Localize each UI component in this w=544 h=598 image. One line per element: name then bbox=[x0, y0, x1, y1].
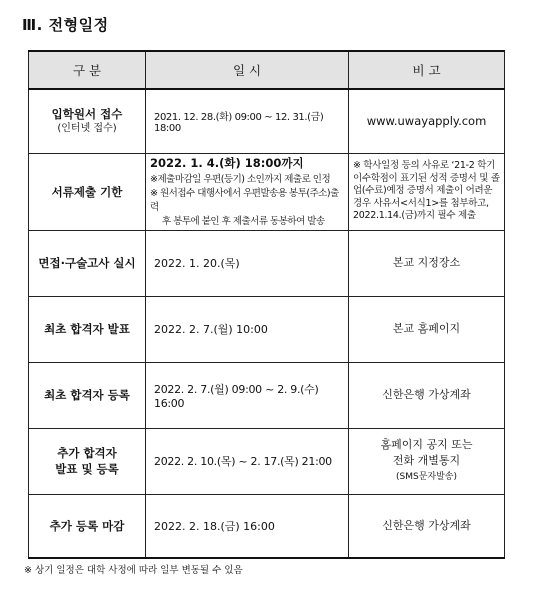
row-note-line1: 홈페이지 공지 또는 bbox=[380, 438, 473, 451]
table-row bbox=[29, 362, 505, 428]
row-label-line2: 발표 및 등록 bbox=[55, 462, 119, 476]
row-datetime-main: 2022. 1. 4.(화) 18:00까지 bbox=[150, 155, 304, 170]
row-note-sub: (SMS문자발송) bbox=[396, 472, 457, 482]
row-datetime: 2022. 2. 7.(월) 09:00 ~ 2. 9.(수) 16:00 bbox=[146, 362, 349, 428]
row-note-line2: 전화 개별통지 bbox=[392, 454, 461, 467]
table-row bbox=[29, 89, 505, 153]
table-row bbox=[29, 230, 505, 296]
row-label: 최초 합격자 등록 bbox=[29, 362, 146, 428]
row-note: 신한은행 가상계좌 bbox=[349, 362, 505, 428]
row-note: 신한은행 가상계좌 bbox=[349, 494, 505, 558]
row-datetime bbox=[146, 153, 349, 230]
header-category: 구 분 bbox=[29, 51, 146, 89]
section-title: Ⅲ. 전형일정 bbox=[22, 16, 109, 34]
table-row bbox=[29, 296, 505, 362]
table-header-row bbox=[29, 51, 505, 89]
row-label-line1: 추가 합격자 bbox=[57, 446, 117, 460]
header-note: 비 고 bbox=[349, 51, 505, 89]
row-note: 본교 홈페이지 bbox=[349, 296, 505, 362]
header-datetime: 일 시 bbox=[146, 51, 349, 89]
row-note: 본교 지정장소 bbox=[349, 230, 505, 296]
row-datetime-note: ※ 원서접수 대행사에서 우편발송용 봉투(주소)출력 bbox=[150, 187, 339, 213]
row-label bbox=[29, 428, 146, 494]
row-label bbox=[29, 89, 146, 153]
row-datetime: 2021. 12. 28.(화) 09:00 ~ 12. 31.(금) 18:00 bbox=[146, 89, 349, 153]
footnote: ※ 상기 일정은 대학 사정에 따라 일부 변동될 수 있음 bbox=[24, 565, 243, 576]
row-label-sub: (인터넷 접수) bbox=[57, 123, 117, 135]
row-label: 면접·구술고사 실시 bbox=[29, 230, 146, 296]
row-datetime-note: ※제출마감일 우편(등기) 소인까지 제출로 인정 bbox=[150, 173, 331, 185]
row-datetime: 2022. 1. 20.(목) bbox=[146, 230, 349, 296]
row-note bbox=[349, 428, 505, 494]
row-label: 서류제출 기한 bbox=[29, 153, 146, 230]
row-note: www.uwayapply.com bbox=[349, 89, 505, 153]
table-row bbox=[29, 428, 505, 494]
row-datetime: 2022. 2. 10.(목) ~ 2. 17.(목) 21:00 bbox=[146, 428, 349, 494]
table-row bbox=[29, 153, 505, 230]
row-datetime: 2022. 2. 18.(금) 16:00 bbox=[146, 494, 349, 558]
row-datetime-note: 후 봉투에 붙인 후 제출서류 동봉하여 발송 bbox=[162, 215, 325, 227]
table-row bbox=[29, 494, 505, 558]
row-note: ※ 학사일정 등의 사유로 ‘21-2 학기 이수학점이 표기된 성적 증명서 및 졸업(수료)예정 증명서 제출이 어려운 경우 사유서<서식1>를 첨부하고, 2022.1.14.(금)까지 필수 제출 bbox=[349, 153, 505, 230]
row-label: 최초 합격자 발표 bbox=[29, 296, 146, 362]
row-datetime: 2022. 2. 7.(월) 10:00 bbox=[146, 296, 349, 362]
row-label: 추가 등록 마감 bbox=[29, 494, 146, 558]
row-label-text: 입학원서 접수 bbox=[51, 107, 123, 122]
schedule-table bbox=[28, 50, 505, 559]
